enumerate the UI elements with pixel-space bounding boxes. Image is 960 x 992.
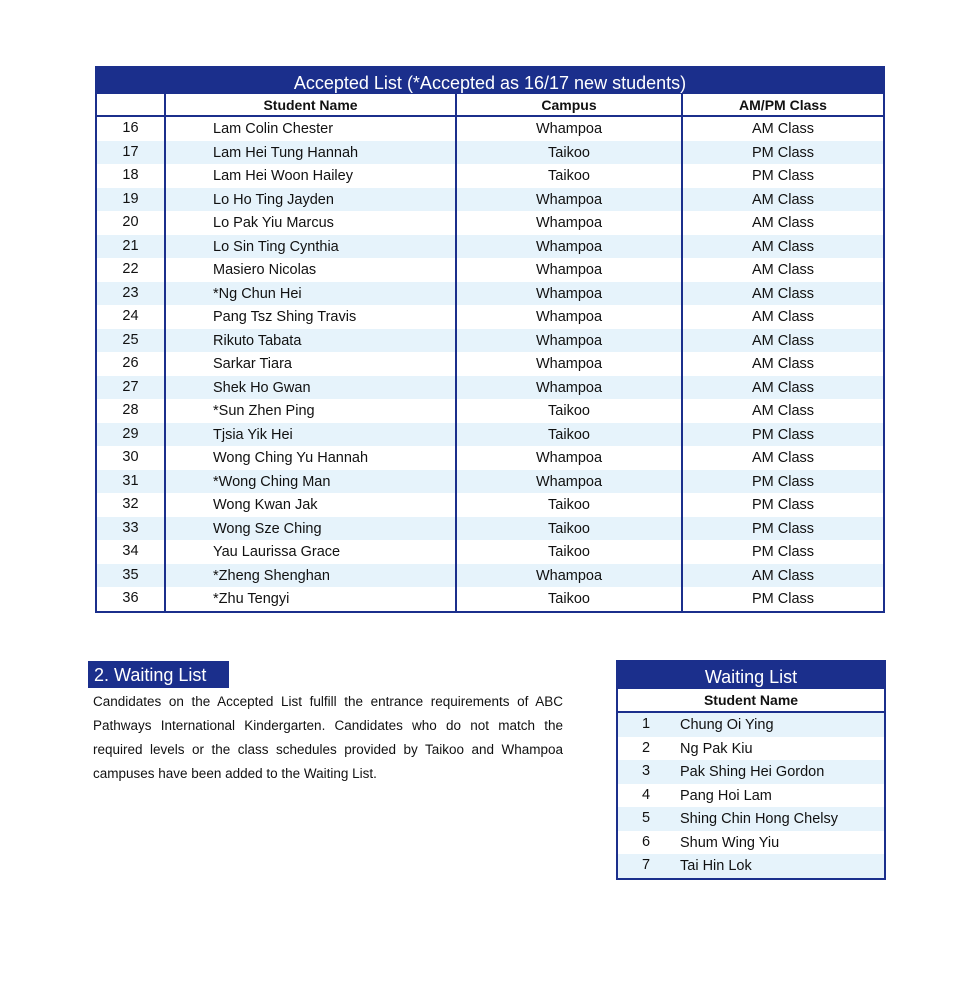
student-name: *Zhu Tengyi [164, 587, 455, 611]
accepted-list-header [97, 94, 883, 117]
row-number: 18 [122, 167, 139, 183]
class-session: AM Class [681, 282, 883, 306]
accepted-list-body [97, 117, 883, 611]
student-name: Tjsia Yik Hei [164, 423, 455, 447]
campus: Whampoa [455, 470, 681, 494]
student-name: Wong Sze Ching [164, 517, 455, 541]
row-number: 7 [641, 857, 651, 873]
campus: Whampoa [455, 305, 681, 329]
row-number: 1 [641, 716, 651, 732]
row-number: 34 [122, 543, 139, 559]
campus: Whampoa [455, 282, 681, 306]
table-row [97, 211, 883, 235]
class-session: PM Class [681, 141, 883, 165]
class-session: AM Class [681, 329, 883, 353]
student-name: Lo Ho Ting Jayden [164, 188, 455, 212]
class-session: PM Class [681, 587, 883, 611]
campus: Whampoa [455, 235, 681, 259]
student-name: Shing Chin Hong Chelsy [680, 811, 838, 827]
waiting-list-title: Waiting List [618, 662, 884, 689]
campus: Taikoo [455, 399, 681, 423]
row-number: 32 [122, 496, 139, 512]
row-number: 3 [641, 763, 651, 779]
student-name: Wong Ching Yu Hannah [164, 446, 455, 470]
table-row [97, 587, 883, 611]
student-name: Pak Shing Hei Gordon [680, 764, 825, 780]
table-row [97, 399, 883, 423]
class-session: PM Class [681, 540, 883, 564]
list-item [618, 737, 884, 761]
row-number: 4 [641, 786, 651, 803]
table-row [97, 141, 883, 165]
campus: Taikoo [455, 517, 681, 541]
class-session: AM Class [681, 446, 883, 470]
row-number: 35 [122, 566, 139, 583]
header-number [97, 94, 164, 115]
student-name: Chung Oi Ying [680, 717, 774, 733]
waiting-list-header: Student Name [618, 689, 884, 713]
table-row [97, 540, 883, 564]
table-row [97, 517, 883, 541]
table-row [97, 117, 883, 141]
list-item [618, 713, 884, 737]
accepted-list-table [95, 66, 885, 613]
row-number: 21 [122, 237, 139, 254]
student-name: Wong Kwan Jak [164, 493, 455, 517]
row-number: 33 [122, 519, 139, 536]
student-name: *Ng Chun Hei [164, 282, 455, 306]
class-session: AM Class [681, 117, 883, 141]
class-session: AM Class [681, 235, 883, 259]
table-row [97, 446, 883, 470]
campus: Taikoo [455, 493, 681, 517]
table-row [97, 329, 883, 353]
class-session: PM Class [681, 470, 883, 494]
class-session: AM Class [681, 399, 883, 423]
row-number: 20 [122, 214, 139, 230]
list-item [618, 807, 884, 831]
student-name: Pang Hoi Lam [680, 787, 772, 804]
campus: Whampoa [455, 564, 681, 588]
row-number: 30 [122, 449, 139, 465]
row-number: 6 [641, 833, 651, 850]
student-name: Tai Hin Lok [680, 858, 752, 874]
table-row [97, 258, 883, 282]
header-campus: Campus [455, 94, 681, 115]
campus: Whampoa [455, 258, 681, 282]
table-row [97, 164, 883, 188]
row-number: 5 [641, 810, 651, 826]
class-session: AM Class [681, 258, 883, 282]
row-number: 16 [122, 120, 139, 136]
student-name: Lo Sin Ting Cynthia [164, 235, 455, 259]
table-row [97, 423, 883, 447]
header-student-name: Student Name [164, 94, 455, 115]
class-session: PM Class [681, 517, 883, 541]
row-number: 36 [122, 590, 139, 606]
table-row [97, 282, 883, 306]
row-number: 29 [122, 425, 139, 442]
student-name: Yau Laurissa Grace [164, 540, 455, 564]
row-number: 31 [122, 472, 139, 489]
table-row [97, 235, 883, 259]
student-name: Lam Hei Woon Hailey [164, 164, 455, 188]
campus: Whampoa [455, 211, 681, 235]
class-session: PM Class [681, 423, 883, 447]
class-session: PM Class [681, 493, 883, 517]
row-number: 26 [122, 355, 139, 371]
table-row [97, 564, 883, 588]
list-item [618, 784, 884, 808]
accepted-list-title: Accepted List (*Accepted as 16/17 new students) [97, 68, 883, 94]
student-name: Pang Tsz Shing Travis [164, 305, 455, 329]
waiting-list-table [616, 660, 886, 880]
list-item [618, 760, 884, 784]
row-number: 19 [122, 190, 139, 207]
table-row [97, 188, 883, 212]
header-class: AM/PM Class [681, 94, 883, 115]
table-row [97, 470, 883, 494]
row-number: 22 [122, 261, 139, 277]
student-name: Rikuto Tabata [164, 329, 455, 353]
student-name: *Sun Zhen Ping [164, 399, 455, 423]
student-name: Lam Hei Tung Hannah [164, 141, 455, 165]
row-number: 24 [122, 308, 139, 324]
campus: Taikoo [455, 587, 681, 611]
waiting-list-body [618, 713, 884, 878]
campus: Whampoa [455, 117, 681, 141]
class-session: AM Class [681, 305, 883, 329]
list-item [618, 831, 884, 855]
student-name: *Wong Ching Man [164, 470, 455, 494]
campus: Taikoo [455, 423, 681, 447]
waiting-list-description: Candidates on the Accepted List fulfill the entrance requirements of ABC Pathways International Kindergarten. Candidates who do not match the required levels or the class schedules provided by Taikoo and Whampoa campuses have been added to the Waiting List. [93, 694, 563, 781]
class-session: PM Class [681, 164, 883, 188]
row-number: 27 [122, 378, 139, 395]
table-row [97, 376, 883, 400]
student-name: Ng Pak Kiu [680, 740, 753, 757]
student-name: Shek Ho Gwan [164, 376, 455, 400]
campus: Whampoa [455, 376, 681, 400]
table-row [97, 305, 883, 329]
class-session: AM Class [681, 188, 883, 212]
waiting-list-heading: 2. Waiting List [88, 661, 229, 688]
campus: Taikoo [455, 540, 681, 564]
student-name: Shum Wing Yiu [680, 834, 780, 851]
campus: Taikoo [455, 141, 681, 165]
campus: Taikoo [455, 164, 681, 188]
class-session: AM Class [681, 564, 883, 588]
row-number: 2 [641, 739, 651, 756]
row-number: 28 [122, 402, 139, 418]
student-name: Lo Pak Yiu Marcus [164, 211, 455, 235]
class-session: AM Class [681, 352, 883, 376]
row-number: 25 [122, 331, 139, 348]
student-name: *Zheng Shenghan [164, 564, 455, 588]
student-name: Sarkar Tiara [164, 352, 455, 376]
campus: Whampoa [455, 352, 681, 376]
table-row [97, 352, 883, 376]
campus: Whampoa [455, 329, 681, 353]
student-name: Lam Colin Chester [164, 117, 455, 141]
row-number: 23 [122, 284, 139, 301]
campus: Whampoa [455, 188, 681, 212]
list-item [618, 854, 884, 878]
class-session: AM Class [681, 211, 883, 235]
student-name: Masiero Nicolas [164, 258, 455, 282]
class-session: AM Class [681, 376, 883, 400]
row-number: 17 [122, 143, 139, 160]
campus: Whampoa [455, 446, 681, 470]
table-row [97, 493, 883, 517]
